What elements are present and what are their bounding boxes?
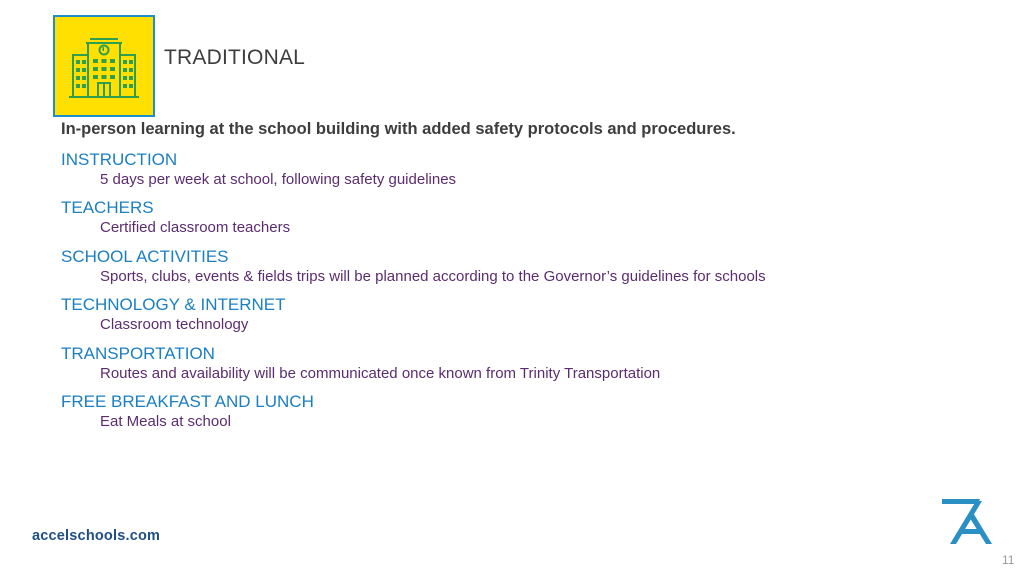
section-detail: Eat Meals at school: [100, 412, 231, 430]
section-detail: Classroom technology: [100, 316, 249, 334]
section-heading: TECHNOLOGY & INTERNET: [61, 295, 286, 315]
section-heading: TEACHERS: [61, 198, 154, 218]
intro-statement: In-person learning at the school building with added safety protocols and procedures.: [61, 120, 736, 138]
accel-logo-icon: [938, 499, 994, 547]
school-building-icon: [55, 17, 153, 115]
section-school-activities: [61, 246, 961, 294]
header-icon-tile: [53, 15, 155, 117]
section-heading: TRANSPORTATION: [61, 343, 215, 363]
section-detail: Routes and availability will be communicated once known from Trinity Transportation: [100, 364, 661, 382]
section-list: [61, 149, 961, 439]
section-free-breakfast-lunch: [61, 391, 961, 439]
section-instruction: [61, 149, 961, 197]
slide-title: TRADITIONAL: [164, 46, 306, 69]
section-detail: Certified classroom teachers: [100, 219, 291, 237]
section-heading: INSTRUCTION: [61, 150, 178, 169]
section-detail: 5 days per week at school, following safety guidelines: [100, 171, 457, 188]
section-heading: SCHOOL ACTIVITIES: [61, 246, 229, 266]
footer-website-url: accelschools.com: [32, 528, 161, 544]
page-number: 11: [1002, 553, 1015, 567]
section-teachers: [61, 197, 961, 245]
section-detail: Sports, clubs, events & fields trips will be planned according to the Governor’s guidelines for schools: [100, 267, 766, 285]
section-heading: FREE BREAKFAST AND LUNCH: [61, 391, 314, 411]
section-transportation: [61, 343, 961, 391]
section-technology-internet: [61, 294, 961, 342]
